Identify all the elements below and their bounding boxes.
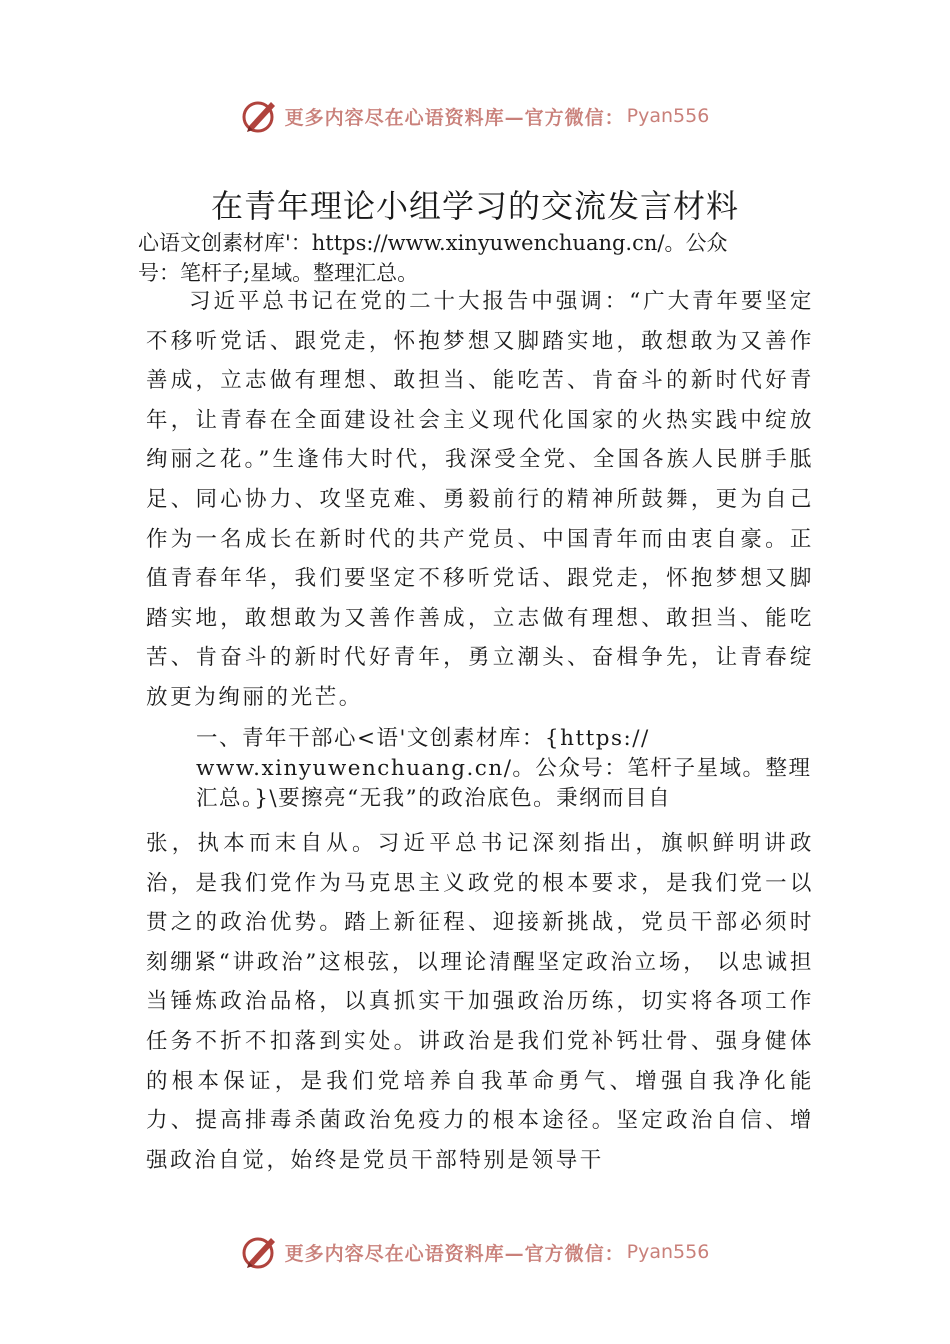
footer-banner: [0, 1230, 950, 1274]
section-heading-line-3: 汇总。}\要擦亮“无我”的政治底色。秉纲而目自: [196, 786, 672, 811]
pen-logo-icon: [241, 1232, 281, 1272]
header-banner: [0, 94, 950, 138]
source-line-1: 心语文创素材库'：https://www.xinyuwenchuang.cn/。公众: [138, 231, 728, 255]
pen-logo-icon: [241, 96, 281, 136]
banner-wechat-id: Pyan556: [626, 105, 710, 127]
banner-wechat-id: Pyan556: [626, 1241, 710, 1263]
paragraph-1: 习近平总书记在党的二十大报告中强调：“广大青年要坚定不移听党话、跟党走，怀抱梦想又脚踏实地，敢想敢为又善作善成，立志做有理想、敢担当、能吃苦、肯奋斗的新时代好青年，让青春在全面建设社会主义现代化国家的火热实践中绽放绚丽之花。”生逢伟大时代，我深受全党、全国各族人民胼手胝足、同心协力、攻坚克难、勇毅前行的精神所鼓舞，更为自己作为一名成长在新时代的共产党员、中国青年而由衷自豪。正值青春年华，我们要坚定不移听党话、跟党走，怀抱梦想又脚踏实地，敢想敢为又善作善成，立志做有理想、敢担当、能吃苦、肯奋斗的新时代好青年，勇立潮头、奋楫争先，让青春绽放更为绚丽的光芒。: [146, 289, 814, 710]
paragraph-2: 张，执本而末自从。习近平总书记深刻指出，旗帜鲜明讲政治，是我们党作为马克思主义政党的根本要求，是我们党一以贯之的政治优势。踏上新征程、迎接新挑战，党员干部必须时刻绷紧“讲政治”这根弦，以理论清醒坚定政治立场， 以忠诚担当锤炼政治品格，以真抓实干加强政治历练，切实将各项工作任务不折不扣落到实处。讲政治是我们党补钙壮骨、强身健体的根本保证，是我们党培养自我革命勇气、增强自我净化能力、提高排毒杀菌政治免疫力的根本途径。坚定政治自信、增强政治自觉，始终是党员干部特别是领导干: [146, 831, 814, 1173]
section-heading-line-1: 一、青年干部心<语'文创素材库：{https://: [196, 726, 650, 751]
banner-text: 更多内容尽在心语资料库—官方微信：: [284, 1242, 625, 1265]
section-heading-line-2: www.xinyuwenchuang.cn/。公众号：笔杆子星域。整理: [196, 756, 812, 781]
source-line-2: 号：笔杆子;星域。整理汇总。: [138, 261, 419, 285]
banner-text: 更多内容尽在心语资料库—官方微信：: [284, 106, 625, 129]
document-title: 在青年理论小组学习的交流发言材料: [210, 187, 739, 225]
